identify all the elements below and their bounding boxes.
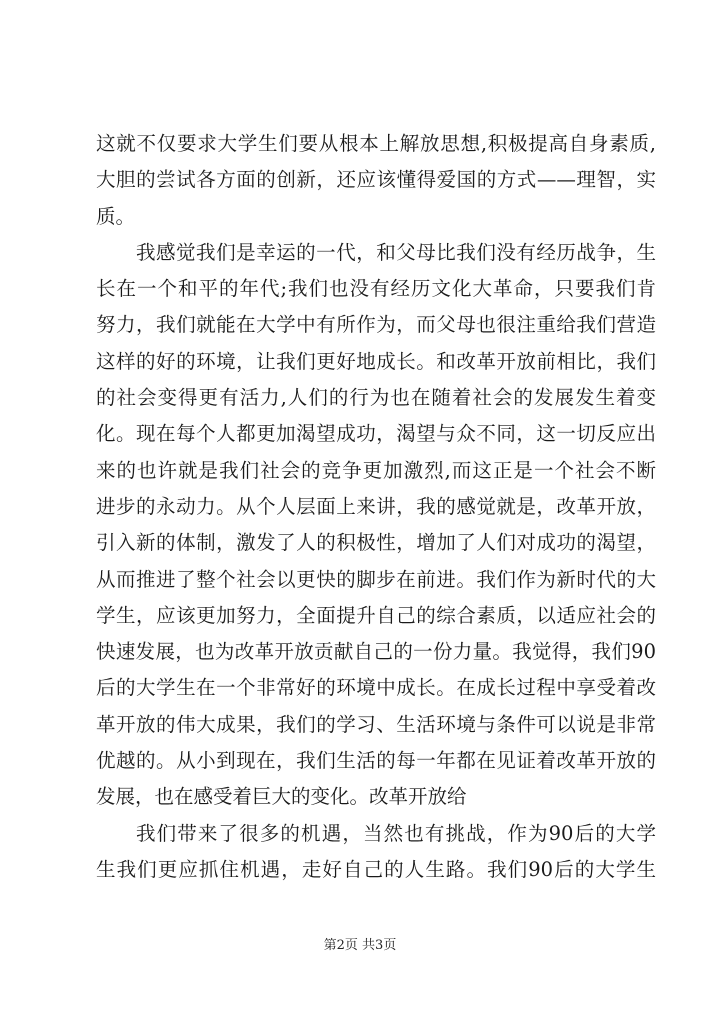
text-line: 我感觉我们是幸运的一代，和父母比我们没有经历战争，生 — [136, 240, 656, 264]
text-line: 这样的好的环境，让我们更好地成长。和改革开放前相比，我们 — [96, 349, 656, 373]
text-line: 引入新的体制，激发了人的积极性，增加了人们对成功的渴望， — [96, 531, 656, 555]
text-line: 的社会变得更有活力,人们的行为也在随着社会的发展发生着变 — [96, 386, 656, 410]
text-line: 质。 — [96, 204, 136, 228]
text-line: 我们带来了很多的机遇，当然也有挑战，作为90后的大学 — [136, 821, 656, 845]
text-line: 生我们更应抓住机遇，走好自己的人生路。我们90后的大学生 — [96, 857, 656, 881]
text-line: 革开放的伟大成果，我们的学习、生活环境与条件可以说是非常 — [96, 712, 656, 736]
text-line: 努力，我们就能在大学中有所作为，而父母也很注重给我们营造 — [96, 313, 656, 337]
text-line: 优越的。从小到现在，我们生活的每一年都在见证着改革开放的 — [96, 749, 656, 773]
body-text — [96, 126, 656, 888]
text-line: 发展，也在感受着巨大的变化。改革开放给 — [96, 785, 467, 809]
text-line: 长在一个和平的年代;我们也没有经历文化大革命，只要我们肯 — [96, 277, 656, 301]
page-number: 第2页 共3页 — [323, 938, 397, 953]
text-line: 后的大学生在一个非常好的环境中成长。在成长过程中享受着改 — [96, 676, 656, 700]
text-line: 这就不仅要求大学生们要从根本上解放思想,积极提高自身素质, — [96, 132, 656, 155]
text-line: 化。现在每个人都更加渴望成功，渴望与众不同，这一切反应出 — [96, 422, 656, 446]
text-line: 快速发展，也为改革开放贡献自己的一份力量。我觉得，我们90 — [96, 640, 656, 664]
text-line: 来的也许就是我们社会的竞争更加激烈,而这正是一个社会不断 — [96, 458, 656, 482]
text-line: 大胆的尝试各方面的创新，还应该懂得爱国的方式——理智，实 — [96, 168, 656, 192]
page-footer — [0, 936, 720, 956]
text-line: 进步的永动力。从个人层面上来讲，我的感觉就是，改革开放， — [96, 494, 656, 518]
text-line: 从而推进了整个社会以更快的脚步在前进。我们作为新时代的大 — [96, 567, 656, 591]
text-line: 学生，应该更加努力，全面提升自己的综合素质，以适应社会的 — [96, 603, 656, 627]
